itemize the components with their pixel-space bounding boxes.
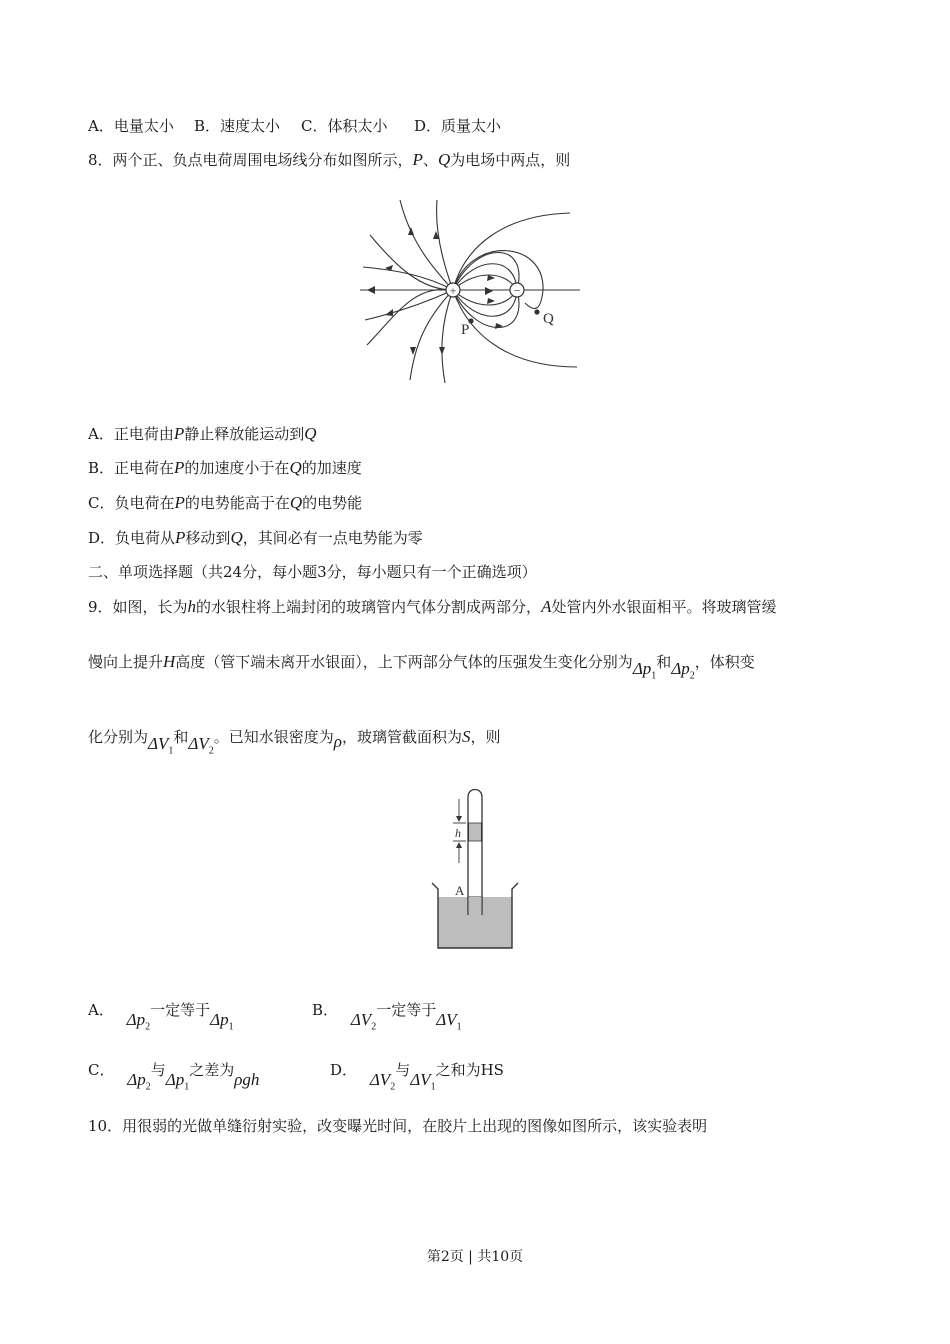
q10-stem: 10．用很弱的光做单缝衍射实验，改变曝光时间，在胶片上出现的图像如图所示，该实验表明 — [88, 1117, 708, 1135]
label-q: Q — [543, 311, 554, 327]
q9-option-a: A． $\Delta p_2$一定等于$\Delta p_1$ — [88, 1001, 234, 1033]
minus-sign: − — [513, 283, 521, 298]
q7-option-b: B．速度太小 — [194, 117, 281, 135]
q8-stem: 8．两个正、负点电荷周围电场线分布如图所示，P、Q为电场中两点，则 — [88, 150, 571, 169]
q9-stem-line2: 慢向上提升H高度（管下端未离开水银面），上下两部分气体的压强发生变化分别为$\Delta p_1$和$\Delta p_2$，体积变 — [88, 652, 755, 682]
field-line — [370, 235, 453, 290]
label-h: h — [455, 826, 461, 840]
q9-option-d: D． $\Delta V_2$与$\Delta V_1$之和为HS — [330, 1061, 504, 1093]
field-line — [410, 290, 453, 380]
field-lines-figure — [355, 195, 585, 385]
dim-arrowhead-top — [456, 816, 462, 822]
arrowhead — [367, 286, 375, 294]
dim-arrowhead-bottom — [456, 842, 462, 848]
q8-option-c: C．负电荷在P的电势能高于在Q的电势能 — [88, 493, 363, 512]
q9-stem-line3: 化分别为$\Delta V_1$和$\Delta V_2$。已知水银密度为ρ，玻璃管截面积为S，则 — [88, 727, 501, 757]
mercury-column — [469, 823, 482, 841]
q7-option-c: C．体积太小 — [301, 117, 388, 135]
q9-option-b: B． $\Delta V_2$一定等于$\Delta V_1$ — [312, 1001, 462, 1033]
arrowhead — [439, 347, 445, 355]
field-line — [367, 289, 453, 345]
q9-option-c: C． $\Delta p_2$与$\Delta p_1$之差为ρgh — [88, 1061, 260, 1093]
point-q — [534, 309, 539, 314]
q8-option-d: D．负电荷从P移动到Q，其间必有一点电势能为零 — [88, 528, 423, 547]
arrowhead — [487, 275, 495, 281]
plus-sign: + — [449, 283, 457, 298]
field-line — [363, 267, 453, 290]
tube-mercury-bottom — [469, 897, 482, 915]
section-heading: 二、单项选择题（共24分，每小题3分，每小题只有一个正确选项） — [88, 563, 537, 581]
page-footer: 第2页 | 共10页 — [426, 1249, 524, 1265]
mercury-tube-figure — [425, 785, 525, 955]
field-line — [442, 290, 453, 383]
field-line — [400, 200, 453, 290]
q8-option-a: A．正电荷由P静止释放能运动到Q — [88, 424, 317, 443]
arrowhead — [495, 323, 503, 329]
q8-option-b: B．正电荷在P的加速度小于在Q的加速度 — [88, 458, 362, 477]
label-a: A — [455, 883, 465, 898]
arrowhead — [485, 287, 493, 295]
q9-stem-line1: 9．如图，长为h的水银柱将上端封闭的玻璃管内气体分割成两部分，A处管内外水银面相平。将玻璃管缓 — [88, 597, 777, 616]
arrowhead — [408, 227, 414, 235]
glass-tube — [468, 790, 482, 916]
arrowhead — [385, 309, 393, 316]
field-line — [437, 200, 453, 290]
field-line — [453, 264, 517, 290]
q7-option-d: D．质量太小 — [414, 117, 502, 135]
arrowhead — [487, 298, 495, 304]
label-p: P — [461, 322, 470, 338]
q7-option-a: A．电量太小 — [88, 117, 174, 135]
